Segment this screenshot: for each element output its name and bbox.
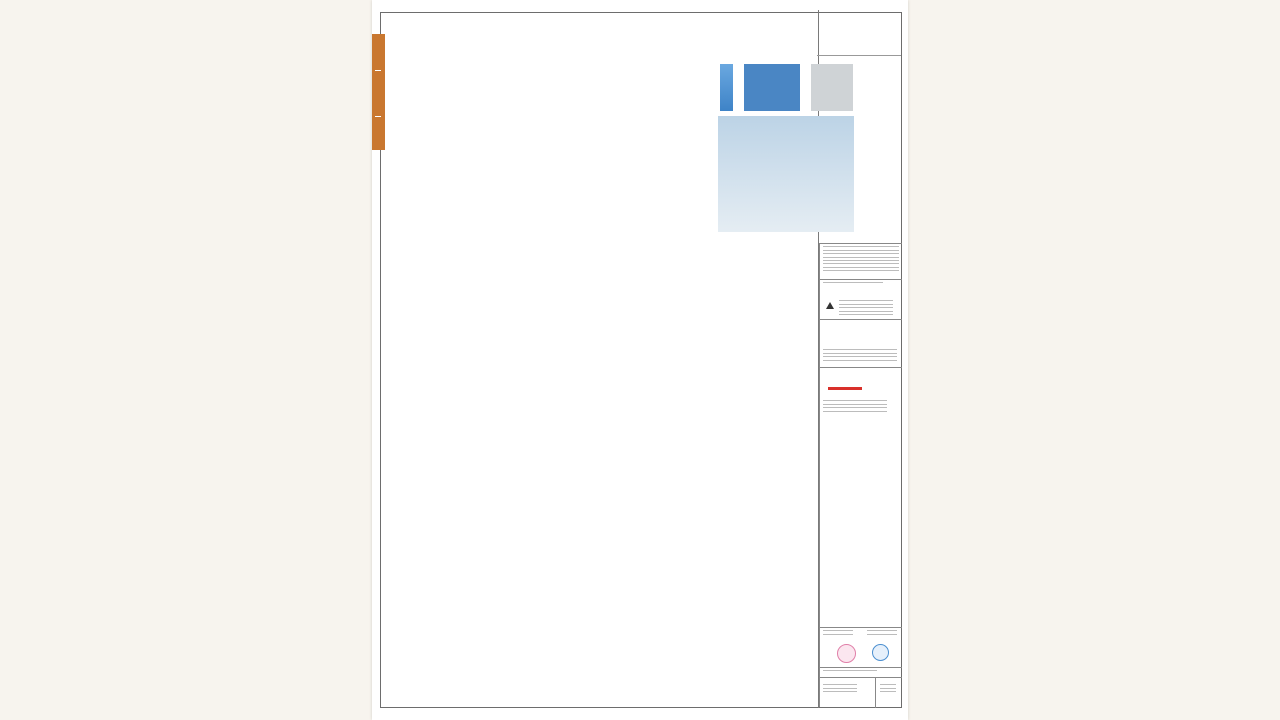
rsms-logo-bar	[828, 387, 862, 390]
building-elevation-drawing	[410, 70, 700, 650]
drawing-info-section	[820, 667, 902, 708]
signatures	[820, 412, 902, 552]
approval-seal-blue	[872, 644, 889, 661]
facade-detail-render-1	[720, 64, 733, 111]
design-architect-section	[820, 319, 902, 368]
approval-seals-section	[820, 627, 902, 668]
facade-detail-render-2	[744, 64, 800, 111]
sheet-edge-tab	[372, 34, 385, 150]
approval-seal-pink	[837, 644, 856, 663]
tower-perspective-render	[718, 116, 854, 232]
project-description-lines	[820, 246, 902, 271]
client-logo-icon	[826, 302, 834, 309]
associate-architect-section	[820, 367, 902, 548]
project-section	[820, 243, 902, 274]
client-section	[820, 279, 902, 320]
title-block	[819, 243, 902, 707]
general-notes	[817, 11, 901, 56]
facade-detail-render-3	[811, 64, 853, 111]
